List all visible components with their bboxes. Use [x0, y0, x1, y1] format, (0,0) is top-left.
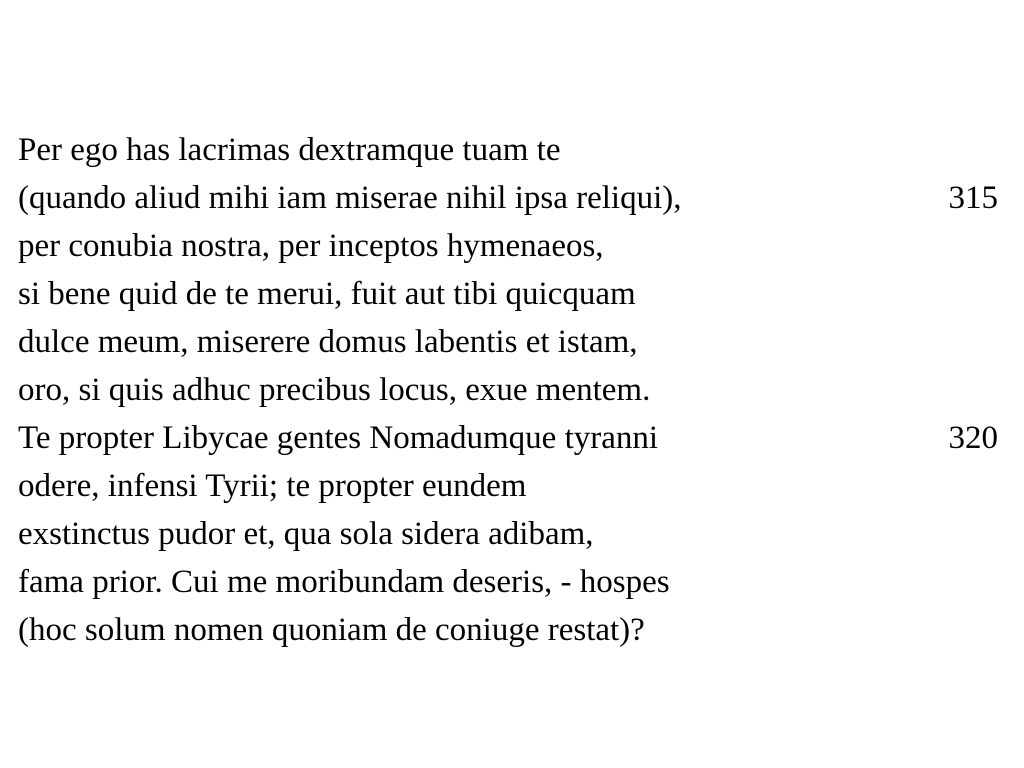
- verse-text: dulce meum, miserere domus labentis et istam,: [18, 324, 638, 360]
- verse-text: Te propter Libycae gentes Nomadumque tyranni: [18, 420, 659, 456]
- verse-line: [18, 414, 998, 462]
- verse-text: exstinctus pudor et, qua sola sidera adibam,: [18, 516, 594, 552]
- verse-line: [18, 462, 998, 510]
- poem-passage: [18, 126, 998, 654]
- verse-text: oro, si quis adhuc precibus locus, exue mentem.: [18, 372, 651, 408]
- verse-line: [18, 606, 998, 654]
- verse-line: [18, 510, 998, 558]
- verse-line: [18, 174, 998, 222]
- line-number: 315: [948, 180, 998, 216]
- verse-line: [18, 318, 998, 366]
- verse-line: [18, 222, 998, 270]
- verse-text: si bene quid de te merui, fuit aut tibi quicquam: [18, 276, 636, 312]
- verse-text: Per ego has lacrimas dextramque tuam te: [18, 132, 561, 168]
- verse-text: odere, infensi Tyrii; te propter eundem: [18, 468, 527, 504]
- verse-text: (hoc solum nomen quoniam de coniuge restat)?: [18, 612, 645, 648]
- verse-line: [18, 366, 998, 414]
- line-number: 320: [948, 420, 998, 456]
- verse-line: [18, 558, 998, 606]
- verse-line: [18, 270, 998, 318]
- verse-text: (quando aliud mihi iam miserae nihil ipsa reliqui),: [18, 180, 682, 216]
- verse-line: [18, 126, 998, 174]
- verse-text: fama prior. Cui me moribundam deseris, - hospes: [18, 564, 670, 600]
- verse-text: per conubia nostra, per inceptos hymenaeos,: [18, 228, 604, 264]
